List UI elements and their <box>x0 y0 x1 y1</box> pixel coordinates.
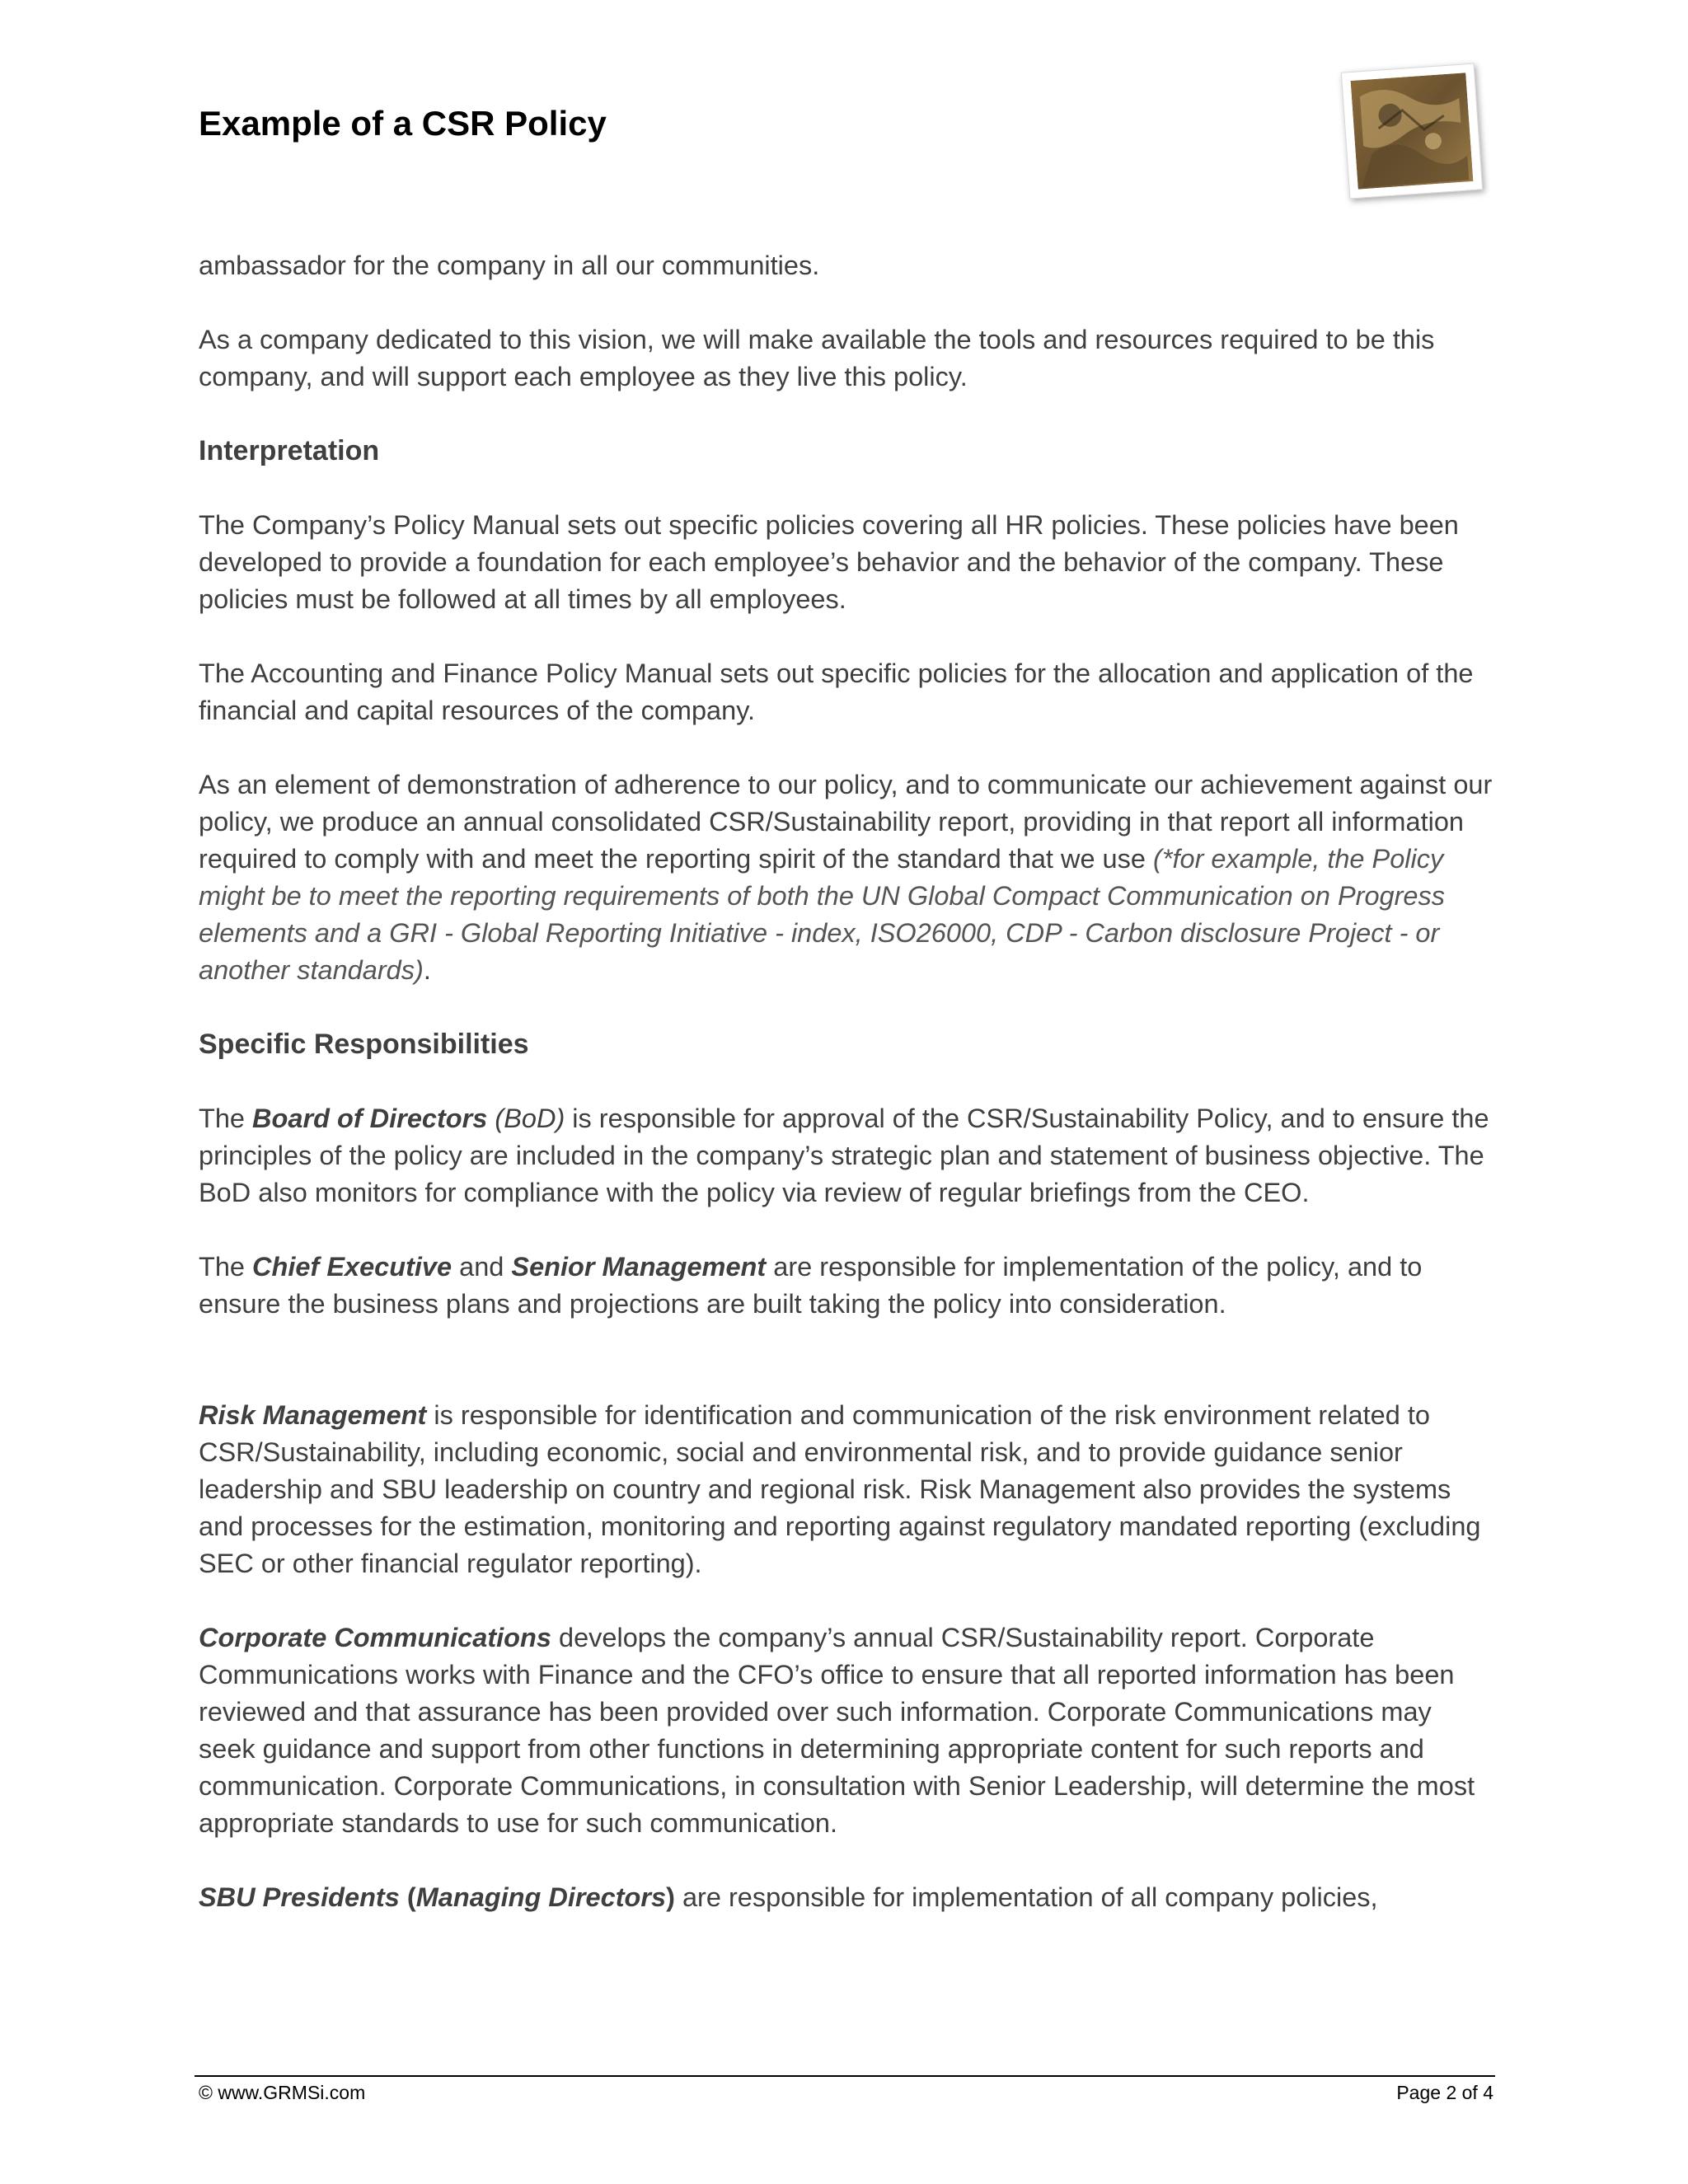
paragraph: The Accounting and Finance Policy Manual sets out specific policies for the allocation and application of the financial and capital resources of the company. <box>199 658 1474 725</box>
role-term: Senior Management <box>511 1252 767 1282</box>
text-run: The <box>199 1104 253 1133</box>
paragraph <box>199 766 1493 989</box>
paragraph: ambassador for the company in all our communities. <box>199 251 820 280</box>
text-run: is responsible for identification and communication of the risk environment related to CSR/Sustainability, including economic, social and environmental risk, and to provide guidance senior leadership and SBU leadership on country and regional risk. Risk Management also provides the systems and processes for the estimation, monitoring and reporting against regulatory mandated reporting (excluding SEC or other financial regulator reporting). <box>199 1400 1481 1578</box>
document-title: Example of a CSR Policy <box>199 104 607 143</box>
paragraph-risk <box>199 1397 1493 1582</box>
text-run: The <box>199 1252 253 1282</box>
role-term: SBU Presidents <box>199 1882 400 1912</box>
role-term: Chief Executive <box>252 1252 452 1282</box>
section-heading-responsibilities: Specific Responsibilities <box>199 1029 529 1060</box>
role-term: Risk Management <box>199 1400 427 1430</box>
footer-website: © www.GRMSi.com <box>199 2082 366 2103</box>
paragraph: The Company’s Policy Manual sets out specific policies covering all HR policies. These policies have been developed to provide a foundation for each employee’s behavior and the behavior of the company. These policies must be followed at all times by all employees. <box>199 510 1459 614</box>
text-run: develops the company’s annual CSR/Sustainability report. Corporate Communications works with Finance and the CFO’s office to ensure that all reported information has been reviewed and that assurance has been provided over such information. Corporate Communications may seek guidance and support from other functions in determining appropriate content for such reports and communication. Corporate Communications, in consultation with Senior Leadership, will determine the most appropriate standards to use for such communication. <box>199 1623 1475 1838</box>
header-photo <box>1341 63 1483 199</box>
text-run: and <box>452 1252 512 1282</box>
paragraph-ceo <box>199 1249 1493 1323</box>
text-run: are responsible for implementation of all company policies, <box>674 1882 1378 1912</box>
role-term: Board of Directors <box>252 1104 488 1133</box>
paren: ( <box>399 1882 416 1912</box>
example-note: (*for example, the Policy might be to meet the reporting requirements of both the UN Global Compact Communication on Progress elements and a GRI - Global Reporting Initiative - index, ISO26000, CDP - Carbon disclosure Project - or another standards) <box>199 844 1445 985</box>
paren: ) <box>666 1882 675 1912</box>
text-run: As an element of demonstration of adherence to our policy, and to communicate our achievement against our policy, we produce an annual consolidated CSR/Sustainability report, providing in that report all information required to comply with and meet the reporting spirit of the standard that we use <box>199 770 1493 874</box>
map-photo-icon <box>1351 73 1474 189</box>
role-term: Corporate Communications <box>199 1623 551 1652</box>
paragraph: As a company dedicated to this vision, we will make available the tools and resources required to be this company, and will support each employee as they live this policy. <box>199 325 1435 391</box>
text-run: . <box>423 955 431 985</box>
text-run: is responsible for approval of the CSR/Sustainability Policy, and to ensure the principles of the policy are included in the company’s strategic plan and statement of business objective. The BoD also monitors for compliance with the policy via review of regular briefings from the CEO. <box>199 1104 1489 1207</box>
paragraph-bod <box>199 1100 1493 1212</box>
section-heading-interpretation: Interpretation <box>199 435 380 466</box>
footer-page-number: Page 2 of 4 <box>1396 2082 1493 2103</box>
text-run: are responsible for implementation of the policy, and to ensure the business plans and projections are built taking the policy into consideration. <box>199 1252 1423 1319</box>
role-term: Managing Directors <box>415 1882 667 1912</box>
paragraph-sbu <box>199 1879 1493 1916</box>
footer-divider <box>195 2075 1495 2077</box>
document-body <box>199 247 1493 1953</box>
paragraph-corp-comms <box>199 1619 1493 1842</box>
role-abbr: (BoD) <box>487 1104 565 1133</box>
